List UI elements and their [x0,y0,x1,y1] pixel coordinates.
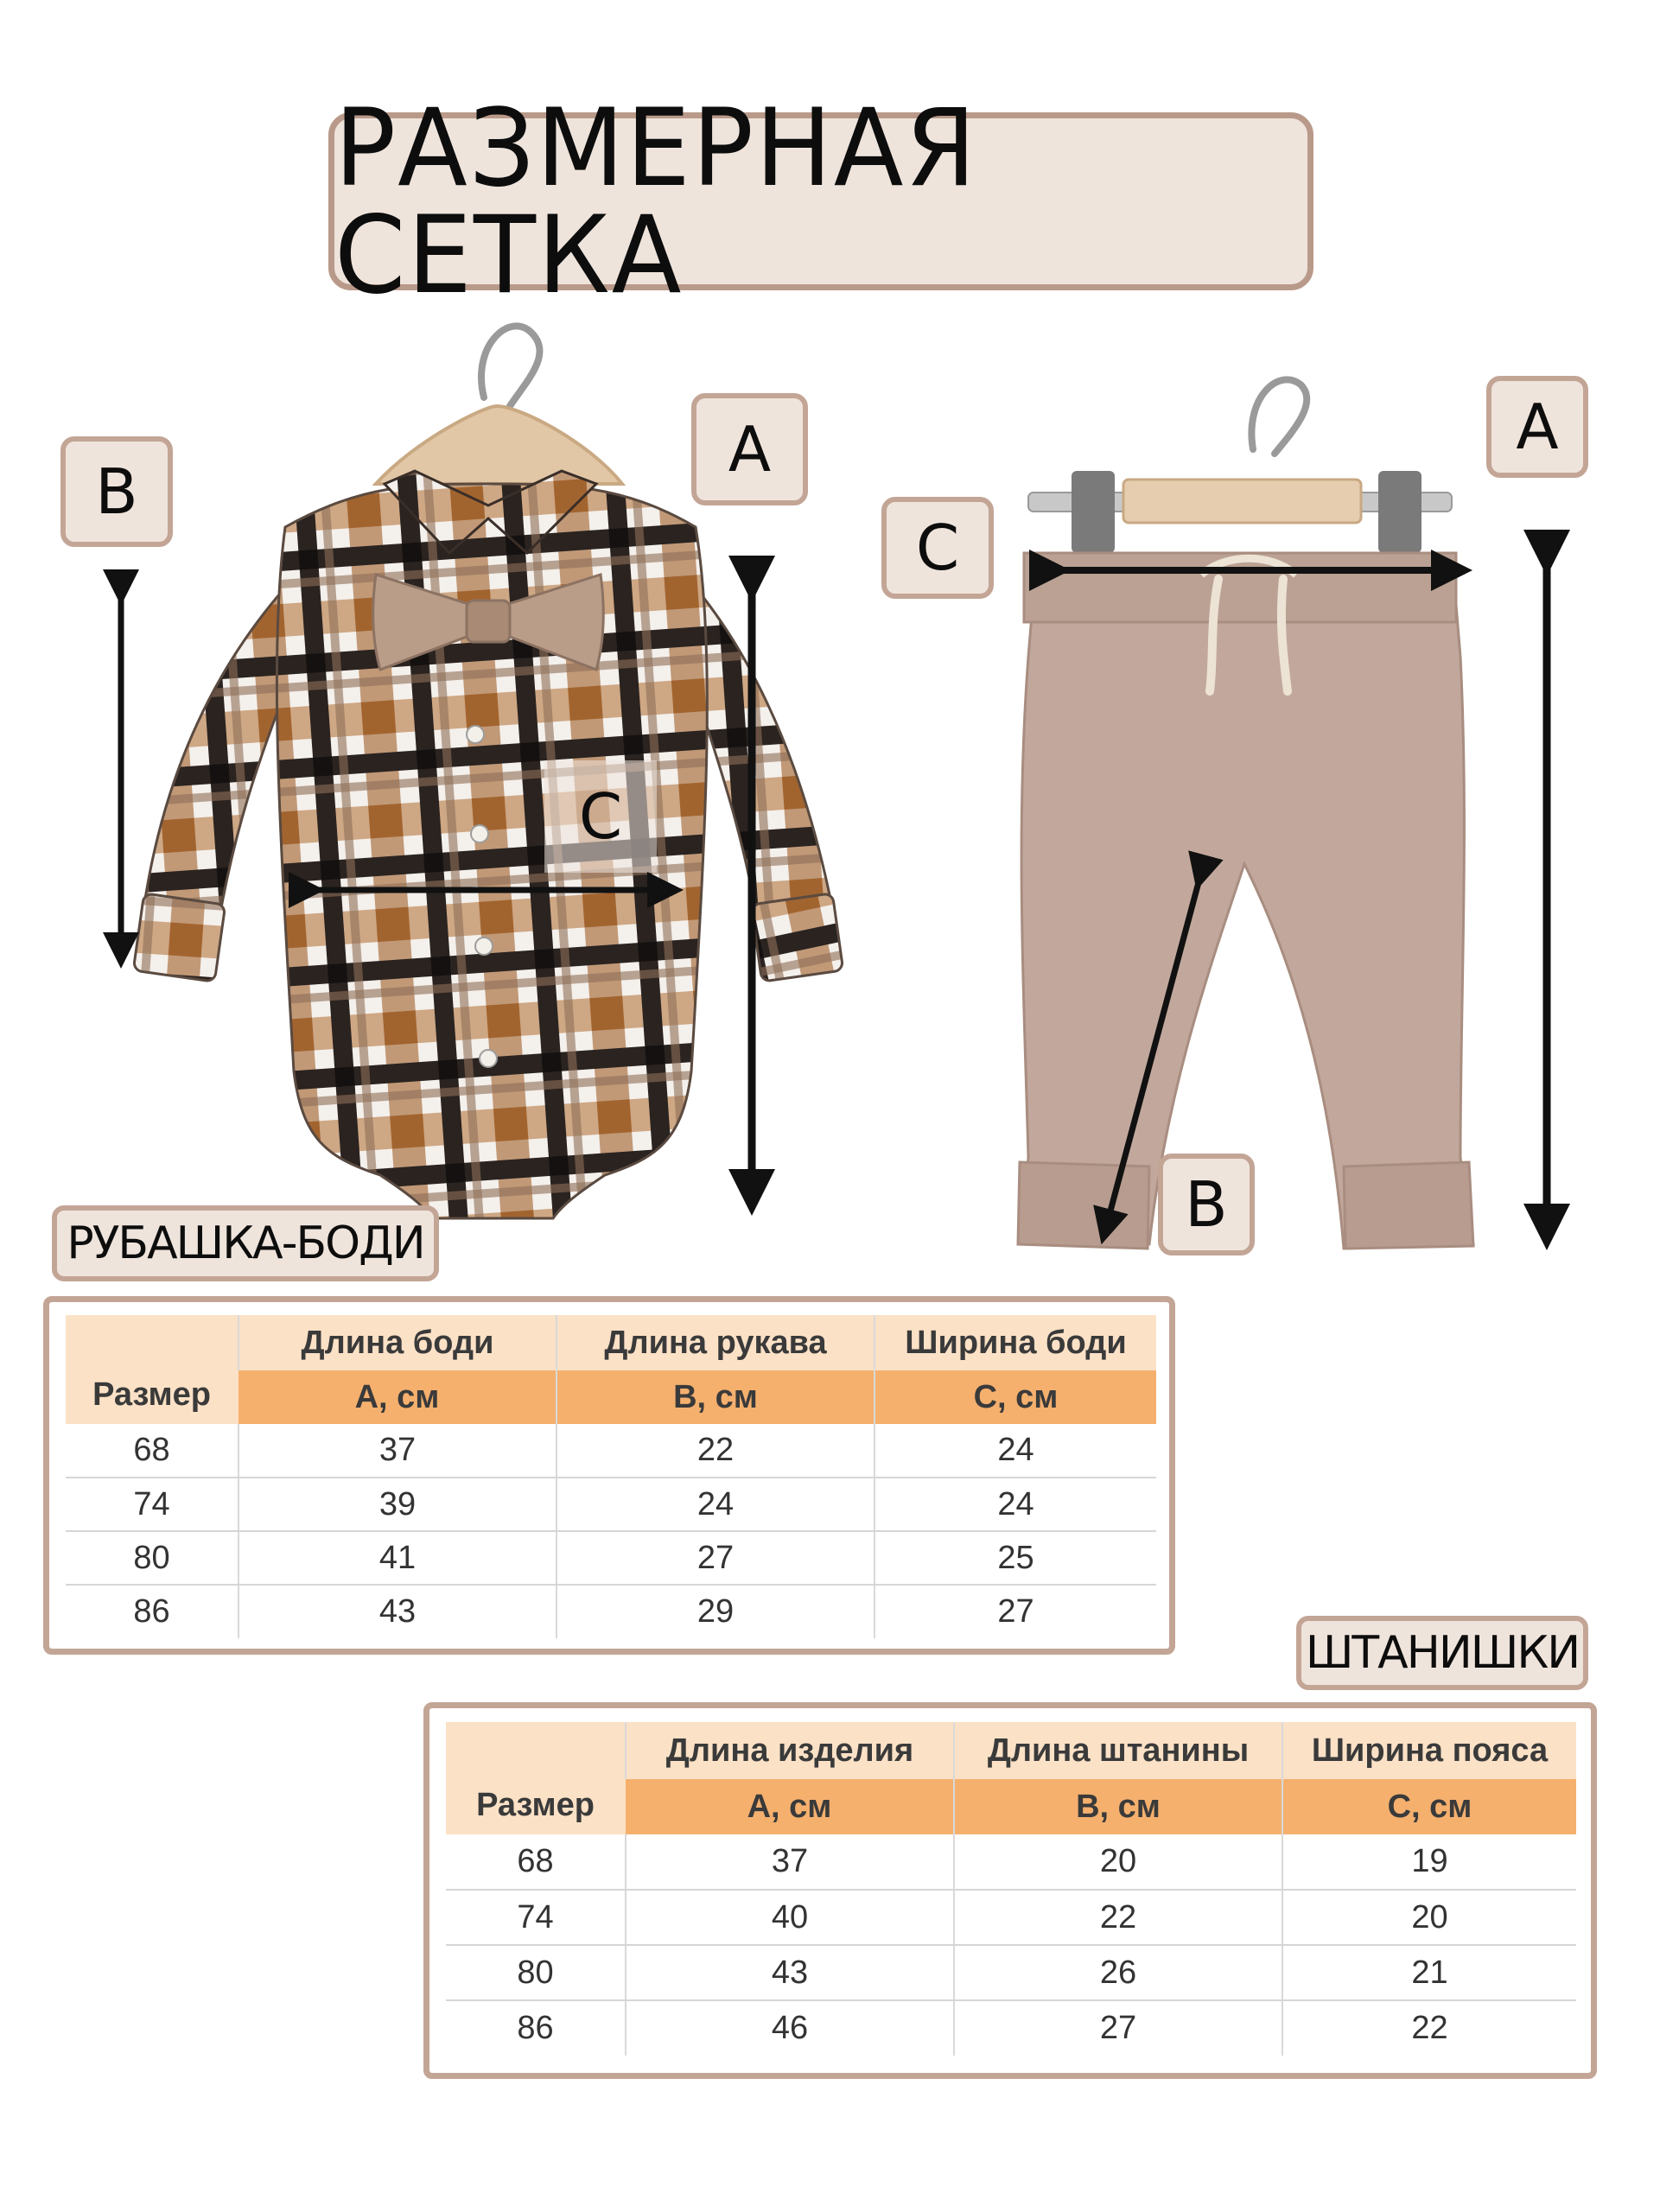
waist-cell: 22 [1282,2000,1576,2056]
size-cell: 68 [66,1424,239,1478]
width-cell: 24 [875,1478,1156,1531]
length-cell: 41 [239,1531,557,1585]
leg-cell: 27 [954,2000,1282,2056]
bodysuit-label-c [544,760,657,873]
pants-col-length-name: Длина изделия [626,1722,954,1779]
bodysuit-label-a [691,393,808,505]
table-row [66,1585,1156,1638]
bodysuit-size-header: Размер [66,1315,239,1424]
leg-cell: 20 [954,1834,1282,1890]
table-row [446,1890,1576,1945]
table-row [446,2000,1576,2056]
pants-col-waist-name: Ширина пояса [1282,1722,1576,1779]
pants-label-a-text: A [1516,391,1559,463]
table-row [446,1945,1576,2000]
waist-cell: 21 [1282,1945,1576,2000]
pants-col-leg-name: Длина штанины [954,1722,1282,1779]
pants-col-waist-unit: С, см [1282,1779,1576,1834]
bodysuit-col-length-unit: А, см [239,1370,557,1424]
bodysuit-col-sleeve-name: Длина рукава [557,1315,875,1370]
size-cell: 86 [133,1593,170,1630]
width-cell: 25 [875,1531,1156,1585]
sleeve-cell: 22 [557,1424,875,1478]
pants-label-b-text: B [1185,1168,1228,1241]
length-cell: 43 [626,1945,954,2000]
size-cell: 86 [517,2010,554,2046]
waist-cell: 19 [1282,1834,1576,1890]
size-cell: 68 [446,1834,626,1890]
size-cell: 74 [446,1890,626,1945]
waist-cell: 20 [1282,1890,1576,1945]
length-cell: 40 [626,1890,954,1945]
bodysuit-caption-text: РУБАШКА-БОДИ [67,1217,424,1269]
bodysuit-caption [52,1205,439,1281]
width-cell: 24 [875,1424,1156,1478]
length-cell: 43 [239,1585,557,1638]
bodysuit-col-length-name: Длина боди [239,1315,557,1370]
size-cell: 80 [446,1945,626,2000]
bodysuit-shape [133,471,843,1218]
pants-caption [1296,1616,1588,1690]
pants-label-c [881,497,994,599]
length-cell: 37 [239,1424,557,1478]
bodysuit-label-b [60,436,173,547]
leg-cell: 26 [954,1945,1282,2000]
bodysuit-hanger [376,326,622,484]
pants-col-leg-unit: В, см [954,1779,1282,1834]
length-cell: 46 [626,2000,954,2056]
length-cell: 39 [239,1478,557,1531]
pants-size-header: Размер [446,1722,626,1834]
sleeve-cell: 24 [557,1478,875,1531]
pants-label-c-text: C [915,512,960,584]
bodysuit-label-a-text: A [728,413,772,486]
pants-hanger [1028,379,1452,553]
bodysuit-col-width-name: Ширина боди [875,1315,1156,1370]
pants-size-table [446,1722,1576,2056]
bodysuit-label-b-text: B [95,455,138,528]
leg-cell: 22 [954,1890,1282,1945]
pants-shape [1018,553,1473,1249]
size-cell: 74 [66,1478,239,1531]
page-title: РАЗМЕРНАЯ СЕТКА [334,85,978,318]
size-cell: 80 [66,1531,239,1585]
bodysuit-label-c-text: C [578,780,623,853]
table-row [66,1531,1156,1585]
table-row [446,1834,1576,1890]
pants-col-length-unit: А, см [626,1779,954,1834]
table-row [66,1424,1156,1478]
bodysuit-col-sleeve-unit: В, см [557,1370,875,1424]
table-row [66,1478,1156,1531]
width-cell: 27 [875,1585,1156,1638]
bodysuit-size-table [66,1315,1156,1638]
pants-caption-text: ШТАНИШКИ [1305,1627,1580,1679]
sleeve-cell: 29 [557,1585,875,1638]
bodysuit-col-width-unit: С, см [875,1370,1156,1424]
length-cell: 37 [626,1834,954,1890]
pants-label-a [1486,376,1588,478]
pants-label-b [1158,1154,1255,1255]
sleeve-cell: 27 [557,1531,875,1585]
